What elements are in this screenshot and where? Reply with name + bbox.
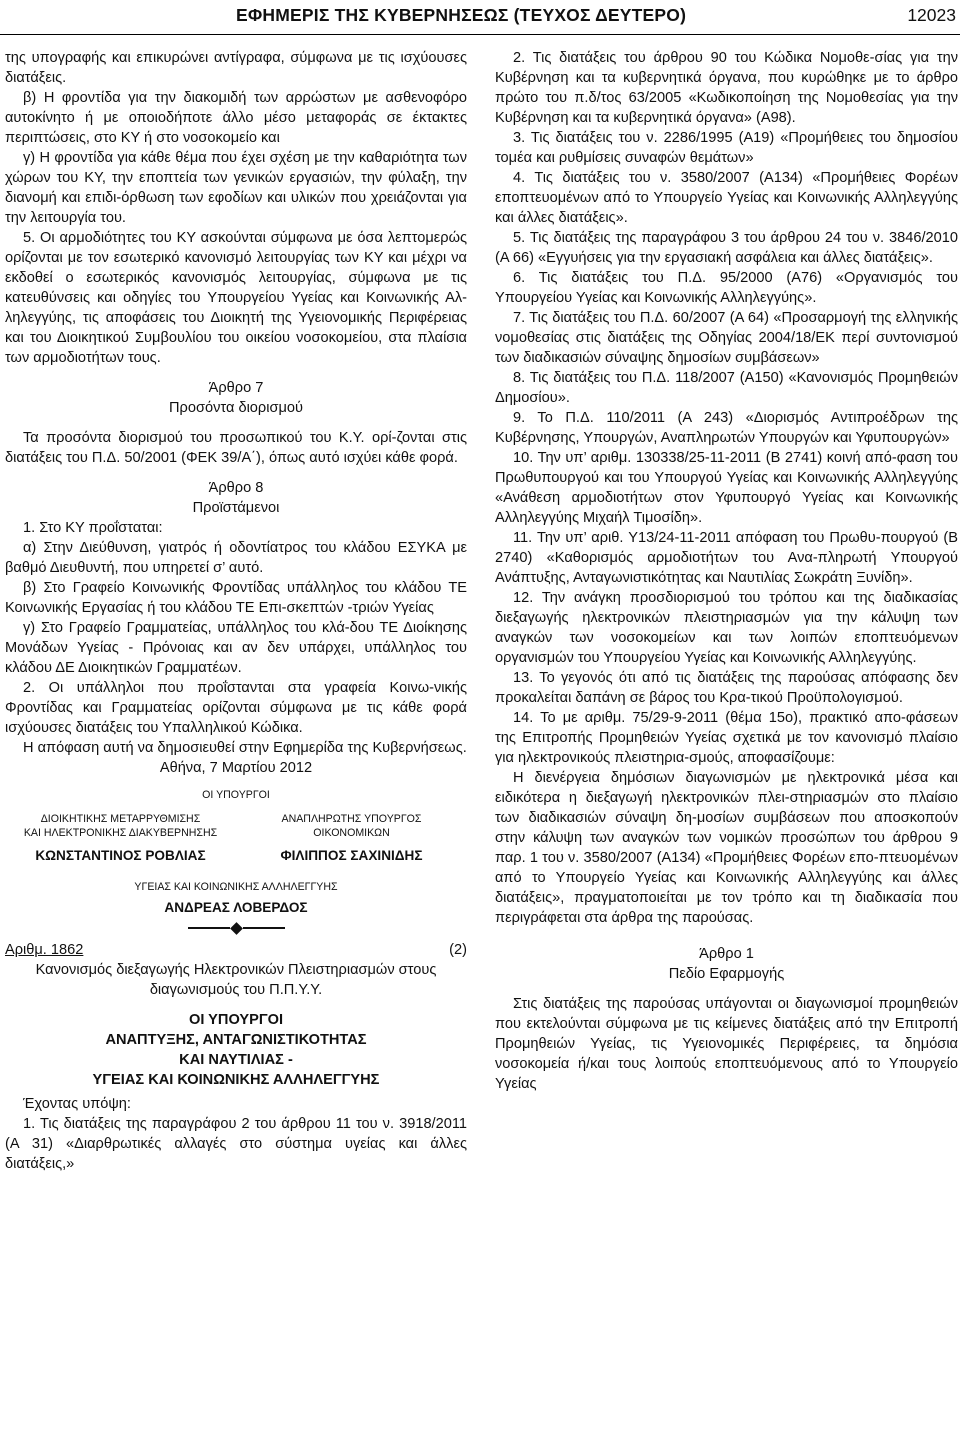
paragraph: Η διενέργεια δημόσιων διαγωνισμών με ηλεκτρονικά μέσα και ειδικότερα η διεξαγωγή ηλεκτρονικών πλει-στηριασμών στο πλαίσιο των διαδικασιών σύναψη δη-μοσίων συμβάσεων που αποσκοπούν στην κάλυψη των αναγκών των νομικών προσώπων του άρθρου 9 παρ. 1 του ν. 3580/2007 (Α134) «Προμήθειες Φορέων επο-πτευομένων από το Υπουργείο Υγείας και Κοινωνικής Αλληλεγγύης και άλλες διατάξεις», πραγματοποιείται με τον τρόπο και τη διαδικασία που περιγράφεται στα άρθρα της παρούσας. bbox=[495, 770, 958, 926]
paragraph: 14. Το με αριθμ. 75/29-9-2011 (θέμα 15ο), πρακτικό απο-φάσεων της Επιτροπής Προμηθειών Υγείας σχετικά με τον κανονισμό πλαίσιο για ηλεκτρονικούς πλειστηρια-σμούς, αποφασίζουμε: bbox=[495, 710, 958, 766]
paragraph: 3. Τις διατάξεις του ν. 2286/1995 (Α19) «Προμήθειες του δημοσίου τομέα και ρυθμίσεις συναφών θεμάτων» bbox=[495, 130, 958, 166]
paragraph: γ) Στο Γραφείο Γραμματείας, υπάλληλος του κλά-δου ΤΕ Διοίκησης Μονάδων Υγείας - Πρόνοιας και αν δεν υπάρχει, υπάλληλος του κλάδου ΔΕ Διοικητικών Γραμματέων. bbox=[5, 620, 467, 676]
left-column bbox=[5, 48, 467, 1174]
paragraph: 1. Στο ΚΥ προΐσταται: bbox=[23, 520, 163, 536]
paragraph: 5. Τις διατάξεις της παραγράφου 3 του άρθρου 24 του ν. 3846/2010 (Α 66) «Εγγυήσεις για την εργασιακή ασφάλεια και άλλες διατάξεις». bbox=[495, 230, 958, 266]
signature-role: ΟΙΚΟΝΟΜΙΚΩΝ bbox=[313, 827, 390, 839]
decision-number: Αριθμ. 1862 bbox=[5, 942, 84, 958]
decision-title: Κανονισμός διεξαγωγής Ηλεκτρονικών Πλειστηριασμών στους διαγωνισμούς του Π.Π.Υ.Υ. bbox=[35, 962, 437, 998]
gazette-title: ΕΦΗΜΕΡΙΣ ΤΗΣ ΚΥΒΕΡΝΗΣΕΩΣ (ΤΕΥΧΟΣ ΔΕΥΤΕΡΟ) bbox=[236, 5, 687, 25]
decision-header bbox=[5, 940, 467, 960]
paragraph: 2. Οι υπάλληλοι που προΐστανται στα γραφεία Κοινω-νικής Φροντίδας και Γραμματείας ορίζονται σύμφωνα με τις κάθε φορά ισχύουσες διατάξεις του Υπαλληλικού Κώδικα. bbox=[5, 680, 467, 736]
paragraph: 8. Τις διατάξεις του Π.Δ. 118/2007 (Α150) «Κανονισμός Προμηθειών Δημοσίου». bbox=[495, 370, 958, 406]
signature-name: ΑΝΔΡΕΑΣ ΛΟΒΕΡΔΟΣ bbox=[164, 900, 308, 915]
paragraph: 13. Το γεγονός ότι από τις διατάξεις της παρούσας απόφασης δεν προκαλείται δαπάνη σε βάρος του Κρα-τικού Προϋπολογισμού. bbox=[495, 670, 958, 706]
paragraph: 12. Την ανάγκη προσδιορισμού του τρόπου και της διαδικασίας διεξαγωγής ηλεκτρονικών πλειστηριασμών για την κάλυψη των αναγκών των νοσοκομείων και των λοιπών εποπτευόμενων οργανισμών του Υπουργείου Υγείας και Κοινωνικής Αλληλεγγύης. bbox=[495, 590, 958, 666]
paragraph: 5. Οι αρμοδιότητες του ΚΥ ασκούνται σύμφωνα με όσα λεπτομερώς ορίζονται με τον εσωτερικό κανονισμό λειτουργίας των ΚΥ και μέχρι να εκδοθεί ο εσωτερικός κανονισμός λειτουργίας, σύμφωνα με τις κατευθύνσεις και οδηγίες του Υπουργείου Υγείας και Κοινωνικής Αλ-ληλεγγύης, τις αποφάσεις του Διοικητή της Υγειονομικής Περιφέρειας και του Διοικητικού Συμβουλίου του οικείου νοσοκομείου, στα πλαίσια των αρμοδιοτήτων τους. bbox=[5, 230, 467, 366]
signature-row bbox=[5, 812, 467, 866]
article-title: Προσόντα διορισμού bbox=[169, 400, 303, 416]
article-number: Άρθρο 7 bbox=[208, 380, 264, 396]
paragraph: Στις διατάξεις της παρούσας υπάγονται οι διαγωνισμοί προμηθειών που εκτελούνται σύμφωνα με τις κείμενες διατάξεις από την Επιτροπή Προμηθειών Υγείας, τις Υγειονομικές Περιφέρειες, τα δημόσια νοσοκομεία ή/και τους λοιπούς εποπτευόμενους από το Υπουργείο Υγείας bbox=[495, 996, 958, 1092]
paragraph: Τα προσόντα διορισμού του προσωπικού του Κ.Υ. ορί-ζονται στις διατάξεις του Π.Δ. 50/2001 (ΦΕΚ 39/Α΄), όπως αυτό ισχύει κάθε φορά. bbox=[5, 430, 467, 466]
signature-ministers-label: ΟΙ ΥΠΟΥΡΓΟΙ bbox=[202, 789, 270, 801]
signature-date: Αθήνα, 7 Μαρτίου 2012 bbox=[159, 760, 313, 776]
paragraph: της υπογραφής και επικυρώνει αντίγραφα, σύμφωνα με τις ισχύουσες διατάξεις. bbox=[5, 50, 467, 86]
paragraph: 9. Το Π.Δ. 110/2011 (Α 243) «Διορισμός Αντιπροέδρων της Κυβέρνησης, Υπουργών, Αναπληρωτών Υπουργών και Υφυπουργών» bbox=[495, 410, 958, 446]
ministers-heading: ΑΝΑΠΤΥΞΗΣ, ΑΝΤΑΓΩΝΙΣΤΙΚΟΤΗΤΑΣ bbox=[105, 1032, 367, 1048]
paragraph: 1. Τις διατάξεις της παραγράφου 2 του άρθρου 11 του ν. 3918/2011 (Α 31) «Διαρθρωτικές αλλαγές στο σύστημα υγείας και άλλες διατάξεις,» bbox=[5, 1116, 467, 1172]
signature-cell bbox=[5, 812, 236, 866]
signature-name: ΚΩΝΣΤΑΝΤΙΝΟΣ ΡΟΒΛΙΑΣ bbox=[35, 848, 206, 863]
signature-name: ΦΙΛΙΠΠΟΣ ΣΑΧΙΝΙΔΗΣ bbox=[280, 848, 423, 863]
signature-role: ΚΑΙ ΗΛΕΚΤΡΟΝΙΚΗΣ ΔΙΑΚΥΒΕΡΝΗΣΗΣ bbox=[23, 827, 218, 839]
article-number: Άρθρο 1 bbox=[699, 946, 754, 962]
ministers-heading: ΟΙ ΥΠΟΥΡΓΟΙ bbox=[188, 1012, 284, 1028]
paragraph: β) Στο Γραφείο Κοινωνικής Φροντίδας υπάλληλος του κλάδου ΤΕ Κοινωνικής Εργασίας ή του κλάδου ΤΕ Επι-σκεπτών -τριών Υγείας bbox=[5, 580, 467, 616]
paragraph: 7. Τις διατάξεις του Π.Δ. 60/2007 (Α 64) «Προσαρμογή της ελληνικής νομοθεσίας στις διατάξεις της Οδηγίας 2004/18/ΕΚ περί συντονισμού των διαδικασιών σύναψης δημοσίων συμβάσεων» bbox=[495, 310, 958, 366]
signature-role: ΥΓΕΙΑΣ ΚΑΙ ΚΟΙΝΩΝΙΚΗΣ ΑΛΛΗΛΕΓΓΥΗΣ bbox=[134, 881, 338, 893]
paragraph: γ) Η φροντίδα για κάθε θέμα που έχει σχέση με την καθαριότητα των χώρων του ΚΥ, την εποπτεία των γενικών εργασιών, την φύλαξη, την διανομή και επιδι-όρθωση των εφοδίων και υλικών που χρειάζονται για την λειτουργία του. bbox=[5, 150, 467, 226]
page-number: 12023 bbox=[907, 5, 956, 25]
ministers-heading: ΚΑΙ ΝΑΥΤΙΛΙΑΣ - bbox=[179, 1052, 293, 1068]
paragraph: 2. Τις διατάξεις του άρθρου 90 του Κώδικα Νομοθε-σίας για την Κυβέρνηση και τα κυβερνητικά όργανα, που κυρώθηκε με το άρθρο πρώτο του π.δ/τος 63/2005 «Κωδικοποίηση της Νομοθεσίας για την Κυβέρνηση και τα κυβερνητικά όργανα» (Α98). bbox=[495, 50, 958, 126]
article-title: Προϊστάμενοι bbox=[192, 500, 280, 516]
paragraph: 11. Την υπ’ αριθ. Υ13/24-11-2011 απόφαση του Πρωθυ-πουργού (Β 2740) «Καθορισμός αρμοδιοτήτων του Ανα-πληρωτή Υπουργού Ανάπτυξης, Ανταγωνιστικότητας και Ναυτιλίας Σωκράτη Ξυνίδη». bbox=[495, 530, 958, 586]
paragraph: 6. Τις διατάξεις του Π.Δ. 95/2000 (Α76) «Οργανισμός του Υπουργείου Υγείας και Κοινωνικής Αλληλεγγύης». bbox=[495, 270, 958, 306]
paragraph: 4. Τις διατάξεις του ν. 3580/2007 (Α134) «Προμήθειες Φορέων εποπτευομένων από το Υπουργείο Υγείας και Κοινωνικής Αλληλεγγύης και άλλες διατάξεις». bbox=[495, 170, 958, 226]
decision-index: (2) bbox=[449, 942, 467, 958]
paragraph: β) Η φροντίδα για την διακομιδή των αρρώστων με ασθενοφόρο αυτοκίνητο ή με οποιοδήποτε άλλο μέσο μεταφοράς σε έκτακτες περιπτώσεις, στο ΚΥ ή στο νοσοκομείο και bbox=[5, 90, 467, 146]
ministers-heading: ΥΓΕΙΑΣ ΚΑΙ ΚΟΙΝΩΝΙΚΗΣ ΑΛΛΗΛΕΓΓΥΗΣ bbox=[92, 1072, 380, 1088]
diamond-icon bbox=[230, 922, 243, 935]
page-header bbox=[0, 0, 960, 35]
paragraph: 10. Την υπ’ αριθμ. 130338/25-11-2011 (Β 2741) κοινή από-φαση του Πρωθυπουργού και του Υπουργού Υγείας και Κοινωνικής Αλληλεγγύης «Ανάθεση αρμοδιοτήτων στον Υφυπουργό Υγείας και Κοινωνικής Αλληλεγγύης Μιχαήλ Τιμοσίδη». bbox=[495, 450, 958, 526]
section-divider bbox=[5, 922, 467, 934]
paragraph: α) Στην Διεύθυνση, γιατρός ή οδοντίατρος του κλάδου ΕΣΥΚΑ με βαθμό Διευθυντή, που υπηρετεί σ’ αυτό. bbox=[5, 540, 467, 576]
paragraph: Η απόφαση αυτή να δημοσιευθεί στην Εφημερίδα της Κυβερνήσεως. bbox=[23, 740, 467, 756]
right-column bbox=[495, 48, 958, 1094]
signature-cell bbox=[236, 812, 467, 866]
article-number: Άρθρο 8 bbox=[208, 480, 264, 496]
article-title: Πεδίο Εφαρμογής bbox=[668, 966, 785, 982]
signature-role: ΔΙΟΙΚΗΤΙΚΗΣ ΜΕΤΑΡΡΥΘΜΙΣΗΣ bbox=[40, 813, 201, 825]
having-regard-label: Έχοντας υπόψη: bbox=[23, 1096, 131, 1112]
signature-role: ΑΝΑΠΛΗΡΩΤΗΣ ΥΠΟΥΡΓΟΣ bbox=[281, 813, 422, 825]
